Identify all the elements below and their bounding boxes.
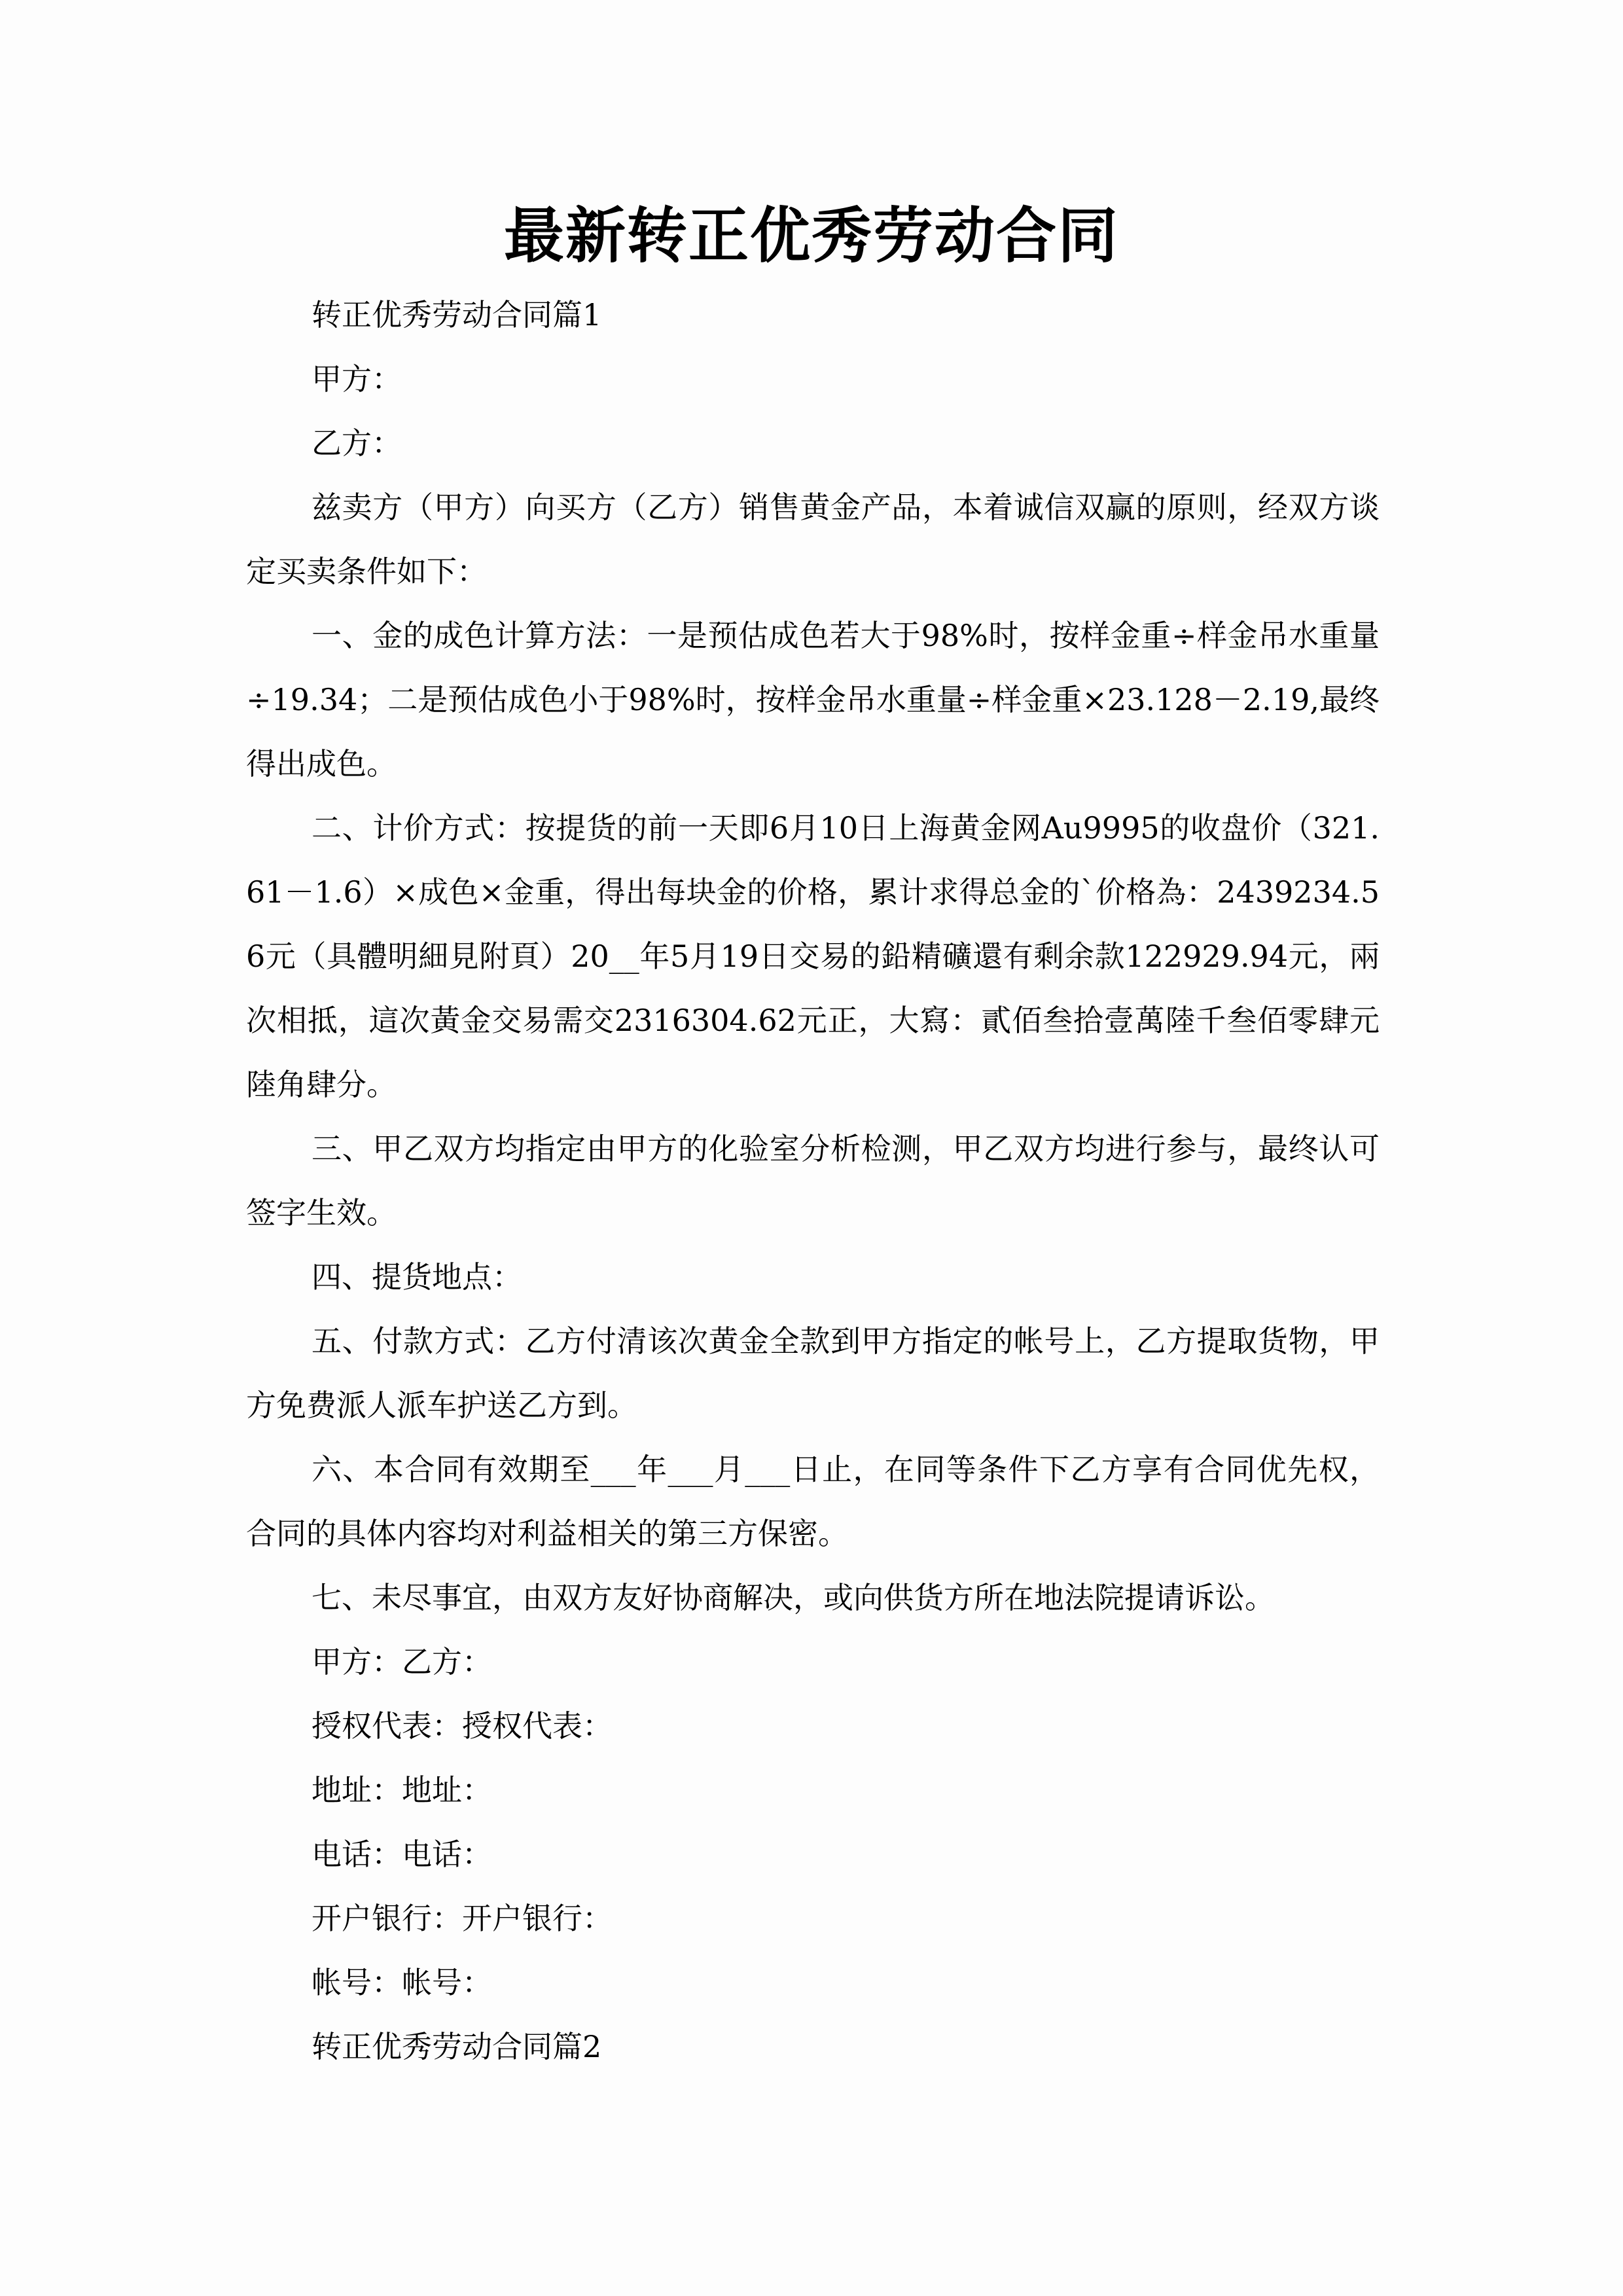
clause-2-pricing: 二、计价方式：按提货的前一天即6月10日上海黄金网Au9995的收盘价（321.61－1.6）×成色×金重，得出每块金的价格，累计求得总金的`价格為：2439234.56元（具體明細見附頁）20__年5月19日交易的鉛精礦還有剩余款122929.94元，兩次相抵，這次黃金交易需交2316304.62元正，大寫：貳佰叁拾壹萬陸千叁佰零肆元陸角肆分。 xyxy=(246,810,1380,1102)
section-heading-1: 转正优秀劳动合同篇1 xyxy=(312,297,602,332)
clause-3-inspection: 三、甲乙双方均指定由甲方的化验室分析检测，甲乙双方均进行参与，最终认可签字生效。 xyxy=(246,1131,1380,1230)
document-title: 最新转正优秀劳动合同 xyxy=(503,200,1119,271)
preamble-paragraph: 兹卖方（甲方）向买方（乙方）销售黄金产品，本着诚信双赢的原则，经双方谈定买卖条件如下： xyxy=(246,490,1380,589)
signature-parties: 甲方：乙方： xyxy=(312,1644,492,1679)
signature-address: 地址：地址： xyxy=(312,1772,492,1808)
clause-6-validity: 六、本合同有效期至___年___月___日止，在同等条件下乙方享有合同优先权，合同的具体内容均对利益相关的第三方保密。 xyxy=(246,1452,1380,1551)
party-a-field: 甲方： xyxy=(312,361,402,397)
clause-1-purity-calculation: 一、金的成色计算方法：一是预估成色若大于98%时，按样金重÷样金吊水重量÷19.34；二是预估成色小于98%时，按样金吊水重量÷样金重×23.128－2.19,最终得出成色。 xyxy=(246,618,1380,781)
signature-bank: 开户银行：开户银行： xyxy=(312,1901,613,1936)
signature-account: 帐号：帐号： xyxy=(312,1965,492,2000)
clause-4-pickup-location: 四、提货地点： xyxy=(312,1259,522,1295)
signature-phone: 电话：电话： xyxy=(312,1837,492,1872)
signature-representative: 授权代表：授权代表： xyxy=(312,1708,613,1744)
party-b-field: 乙方： xyxy=(312,425,402,461)
document-body xyxy=(246,283,1380,2079)
clause-5-payment: 五、付款方式：乙方付清该次黄金全款到甲方指定的帐号上，乙方提取货物，甲方免费派人派车护送乙方到。 xyxy=(246,1323,1380,1423)
clause-7-disputes: 七、未尽事宜，由双方友好协商解决，或向供货方所在地法院提请诉讼。 xyxy=(312,1580,1275,1615)
section-heading-2: 转正优秀劳动合同篇2 xyxy=(312,2029,602,2064)
